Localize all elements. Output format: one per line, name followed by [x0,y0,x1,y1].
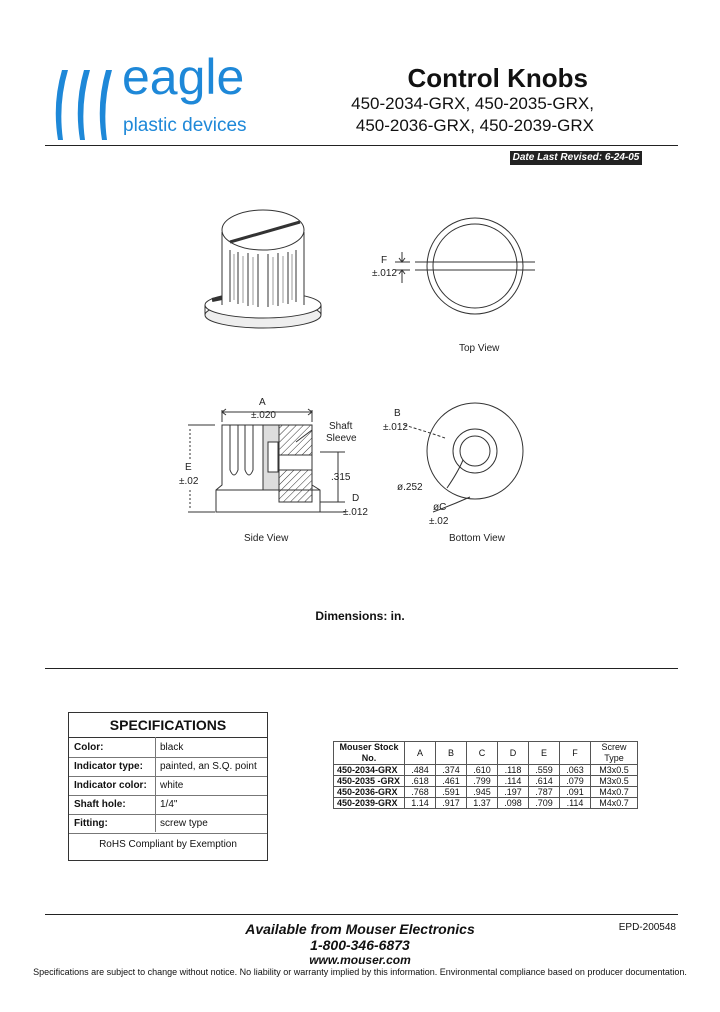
cell: M3x0.5 [591,765,638,776]
spec-key: Shaft hole: [74,799,126,810]
cell: 450-2039-GRX [334,798,405,809]
cell: .917 [436,798,467,809]
dim-d-tolerance: ±.012 [343,507,368,518]
cell: .118 [498,765,529,776]
spec-key: Color: [74,742,104,753]
sleeve-label: Sleeve [326,433,357,444]
dim-e-label: E [185,462,192,473]
col-b: B [436,742,467,765]
page-title: Control Knobs [407,63,588,93]
spec-value: white [160,780,184,791]
availability-text: Available from Mouser Electronics [245,921,475,937]
col-stock-no: Mouser Stock No. [334,742,405,765]
dimensions-unit-label: Dimensions: in. [315,609,405,623]
col-c: C [467,742,498,765]
dim-b-tolerance: ±.012 [383,422,408,433]
part-numbers-line-1: 450-2034-GRX, 450-2035-GRX, [351,94,594,113]
section-divider [45,668,678,669]
cell: .614 [529,776,560,787]
spec-value: painted, an S.Q. point [160,761,257,772]
cell: 450-2034-GRX [334,765,405,776]
spec-key: Indicator type: [74,761,143,772]
cell: .591 [436,787,467,798]
cell: M4x0.7 [591,798,638,809]
cell: .063 [560,765,591,776]
cell: 450-2036-GRX [334,787,405,798]
dimensions-table [333,741,638,809]
cell: .098 [498,798,529,809]
cell: .610 [467,765,498,776]
top-view-label: Top View [459,343,500,354]
spec-row [69,795,267,815]
table-row [334,776,638,787]
brand-subtitle: plastic devices [123,115,247,136]
dim-c-label: øC [433,502,447,513]
cell: .768 [405,787,436,798]
dim-d-label: D [352,493,360,504]
spec-row [69,814,267,834]
table-header-row [334,742,638,765]
technical-drawing [0,190,720,560]
dim-f-label: F [381,255,388,266]
bottom-view-drawing [404,403,523,512]
dim-315-label: .315 [331,472,351,483]
cell: .091 [560,787,591,798]
knob-isometric-drawing [205,210,321,328]
col-a: A [405,742,436,765]
top-view-drawing [395,218,535,314]
cell: .114 [498,776,529,787]
table-row [334,765,638,776]
col-e: E [529,742,560,765]
dim-f-tolerance: ±.012 [372,268,397,279]
footer-divider [45,914,678,915]
phone-number: 1-800-346-6873 [310,937,410,953]
header-divider [45,145,678,146]
bottom-view-label: Bottom View [449,533,505,544]
cell: M3x0.5 [591,776,638,787]
dim-a-tolerance: ±.020 [251,410,276,421]
document-id: EPD-200548 [618,922,676,933]
website-link[interactable]: www.mouser.com [309,953,411,967]
spec-value: 1/4" [160,799,178,810]
dim-e-tolerance: ±.02 [179,476,199,487]
spec-row [69,738,267,758]
cell: .374 [436,765,467,776]
cell: .197 [498,787,529,798]
cell: .799 [467,776,498,787]
spec-key: Indicator color: [74,780,147,791]
cell: .709 [529,798,560,809]
col-screw-type: Screw Type [591,742,638,765]
cell: .484 [405,765,436,776]
date-revised-badge: Date Last Revised: 6-24-05 [510,151,642,165]
part-numbers-line-2: 450-2036-GRX, 450-2039-GRX [355,116,594,135]
cell: 1.37 [467,798,498,809]
table-row [334,798,638,809]
dim-a-label: A [259,397,266,408]
dim-252-label: ø.252 [397,482,423,493]
eagle-logo-mark [48,64,123,146]
cell: .461 [436,776,467,787]
disclaimer-text: Specifications are subject to change without notice. No liability or warranty implied by this information. Environmental compliance based on producer documentation. [33,967,687,977]
shaft-label: Shaft [329,421,353,432]
specifications-title: SPECIFICATIONS [69,713,267,738]
cell: 450-2035 -GRX [334,776,405,787]
col-d: D [498,742,529,765]
cell: .079 [560,776,591,787]
spec-row [69,757,267,777]
side-view-label: Side View [244,533,289,544]
spec-row [69,776,267,796]
brand-name: eagle [122,49,245,105]
side-view-drawing [188,409,345,512]
specifications-box [68,712,268,861]
dim-b-label: B [394,408,401,419]
cell: M4x0.7 [591,787,638,798]
cell: .945 [467,787,498,798]
cell: .114 [560,798,591,809]
rohs-note: RoHS Compliant by Exemption [99,839,237,850]
col-f: F [560,742,591,765]
dim-c-tolerance: ±.02 [429,516,449,527]
spec-value: black [160,742,184,753]
spec-value: screw type [160,818,208,829]
cell: .618 [405,776,436,787]
cell: .559 [529,765,560,776]
cell: 1.14 [405,798,436,809]
cell: .787 [529,787,560,798]
spec-key: Fitting: [74,818,108,829]
table-row [334,787,638,798]
